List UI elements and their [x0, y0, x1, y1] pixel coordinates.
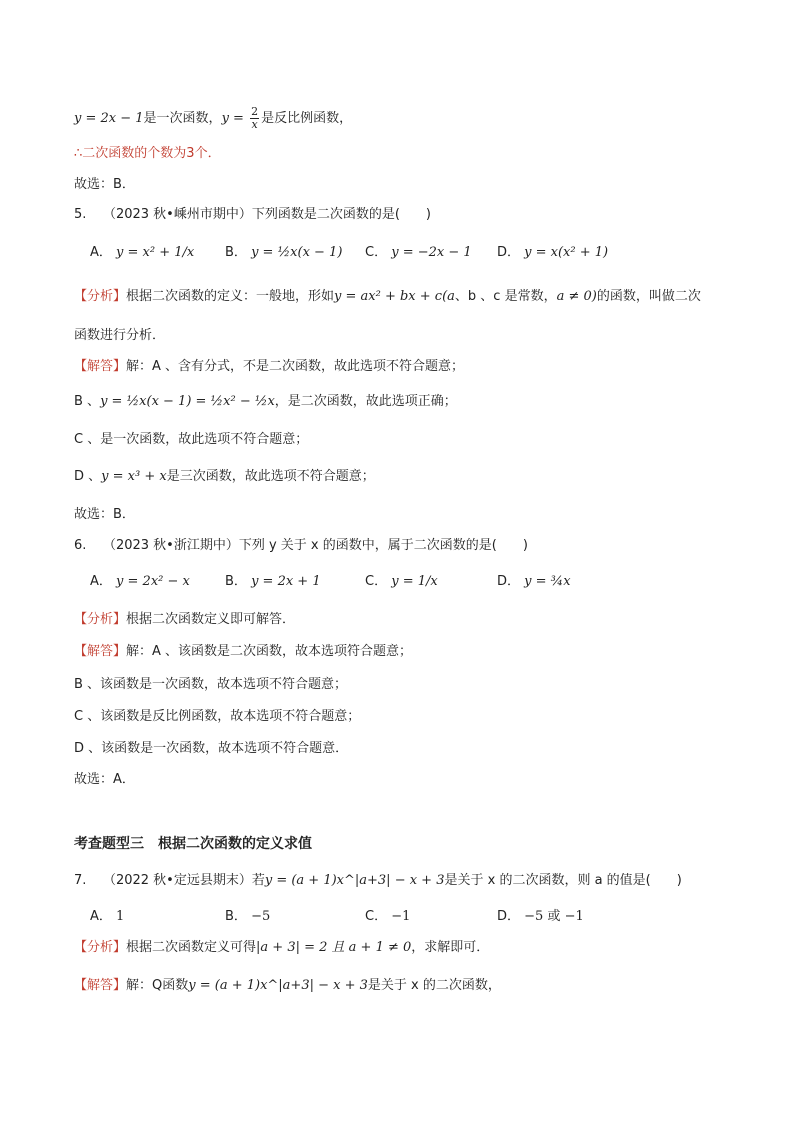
therefore-symbol: ∴	[74, 146, 83, 161]
q6-option-a: A． y = 2x² − x	[90, 574, 190, 589]
q5-solution-b: B 、y = ½x(x − 1) = ½x² − ½x，是二次函数，故此选项正确；	[74, 394, 457, 409]
formula: y = 2x − 1	[74, 111, 144, 126]
q5-solution-a: 【解答】解：A 、含有分式，不是二次函数，故此选项不符合题意；	[74, 359, 465, 374]
formula: y =	[221, 111, 249, 126]
q6-solution-b: B 、该函数是一次函数，故本选项不符合题意；	[74, 677, 348, 692]
q5-solution-c: C 、是一次函数，故此选项不符合题意；	[74, 432, 309, 447]
q5-option-c: C． y = −2x − 1	[365, 245, 472, 260]
q6-option-d: D． y = ¾x	[497, 574, 571, 589]
q7-analysis: 【分析】根据二次函数定义可得|a + 3| = 2 且 a + 1 ≠ 0，求解即可．	[74, 940, 490, 955]
text: 个．	[194, 146, 221, 161]
q5-stem	[74, 205, 431, 225]
question-stem: 下列函数是二次函数的是( )	[251, 207, 431, 222]
q4-answer: 故选：B．	[74, 177, 135, 192]
q4-line-2	[74, 144, 221, 164]
q6-stem	[74, 536, 528, 556]
analysis-tag: 【分析】	[74, 612, 127, 627]
q7-option-c: C． −1	[365, 909, 411, 924]
q5-option-d: D． y = x(x² + 1)	[497, 245, 609, 260]
q6-option-b: B． y = 2x + 1	[225, 574, 321, 589]
question-number: 5.	[74, 207, 87, 222]
analysis-tag: 【分析】	[74, 940, 127, 955]
solution-tag: 【解答】	[74, 978, 127, 993]
question-source: （2023 秋•浙江期中）	[102, 538, 239, 553]
q7-option-d: D． −5 或 −1	[497, 909, 584, 924]
q5-option-a: A． y = x² + 1/x	[90, 245, 195, 260]
solution-tag: 【解答】	[74, 644, 127, 659]
question-number: 6.	[74, 538, 87, 553]
q6-analysis: 【分析】根据二次函数定义即可解答．	[74, 612, 296, 627]
q6-answer: 故选：A．	[74, 772, 135, 787]
question-number: 7.	[74, 873, 87, 888]
question-stem: 下列 y 关于 x 的函数中，属于二次函数的是( )	[238, 538, 528, 553]
q6-solution-c: C 、该函数是反比例函数，故本选项不符合题意；	[74, 709, 361, 724]
q6-solution-d: D 、该函数是一次函数，故本选项不符合题意．	[74, 741, 349, 756]
q5-answer: 故选：B．	[74, 507, 135, 522]
q6-option-c: C． y = 1/x	[365, 574, 438, 589]
q5-solution-d: D 、y = x³ + x是三次函数，故此选项不符合题意；	[74, 469, 375, 484]
fraction: $\frac{2}{x}$	[251, 105, 259, 131]
q7-option-b: B． −5	[225, 909, 271, 924]
q5-analysis: 【分析】根据二次函数的定义：一般地，形如y = ax² + bx + c(a、b 、c 是常数，a ≠ 0)的函数，叫做二次	[74, 289, 701, 304]
text: 是一次函数，	[143, 111, 222, 126]
question-source: （2022 秋•定远县期末）	[102, 873, 252, 888]
q7-solution: 【解答】解：Q函数y = (a + 1)x^|a+3| − x + 3是关于 x 的二次函数，	[74, 978, 501, 993]
q7-option-a: A． 1	[90, 909, 125, 924]
q5-option-b: B． y = ½x(x − 1)	[225, 245, 343, 260]
solution-tag: 【解答】	[74, 359, 127, 374]
text: 是反比例函数，	[261, 111, 353, 126]
q6-solution-a: 【解答】解：A 、该函数是二次函数，故本选项符合题意；	[74, 644, 413, 659]
question-source: （2023 秋•嵊州市期中）	[102, 207, 252, 222]
analysis-tag: 【分析】	[74, 289, 127, 304]
q5-analysis-cont: 函数进行分析．	[74, 328, 166, 343]
text: 二次函数的个数为	[82, 146, 187, 161]
q7-stem: 7. （2022 秋•定远县期末）若y = (a + 1)x^|a+3| − x + 3是关于 x 的二次函数，则 a 的值是( )	[74, 873, 682, 888]
count: 3	[186, 146, 195, 161]
section-title: 考查题型三 根据二次函数的定义求值	[74, 836, 312, 852]
q4-line-1	[74, 106, 352, 131]
